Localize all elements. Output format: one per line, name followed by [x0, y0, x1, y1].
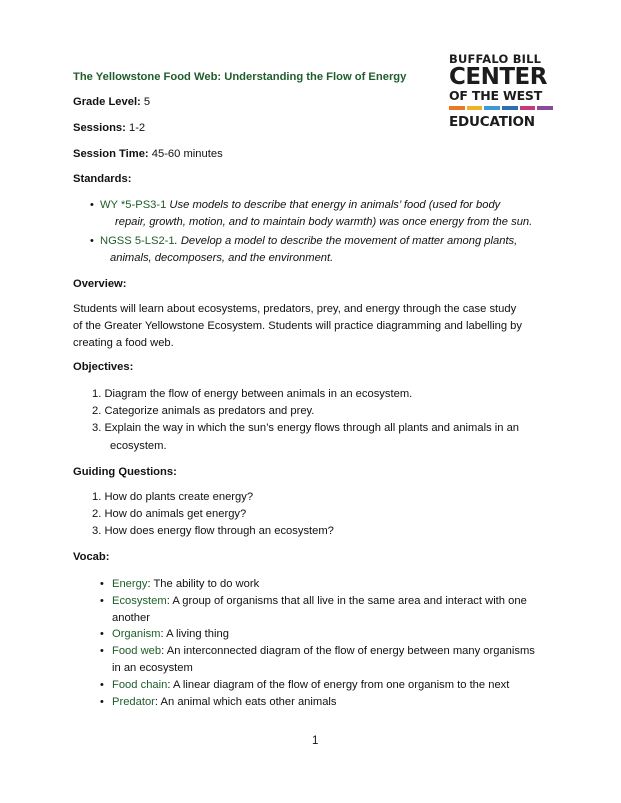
standards-heading: Standards:: [73, 173, 132, 185]
logo-line3: OF THE WEST: [449, 88, 543, 103]
logo-line4: EDUCATION: [449, 114, 535, 130]
vocab-item-ecosystem: Ecosystem: A group of organisms that all live in the same area and interact with one: [112, 595, 527, 607]
bullet-icon: •: [100, 696, 104, 708]
logo-line2: CENTER: [449, 64, 547, 90]
overview-line-3: creating a food web.: [73, 337, 174, 349]
bullet-icon: •: [100, 679, 104, 691]
standard-item-1-cont: repair, growth, motion, and to maintain body warmth) was once energy from the sun.: [115, 216, 533, 228]
buffalo-bill-center-logo: [449, 52, 553, 130]
bullet-icon: •: [100, 578, 104, 590]
vocab-item-energy: Energy: The ability to do work: [112, 578, 260, 590]
objective-item-3-cont: ecosystem.: [110, 440, 167, 452]
overview-heading: Overview:: [73, 278, 127, 290]
document-title: The Yellowstone Food Web: Understanding the Flow of Energy: [73, 71, 407, 83]
guiding-question-2: 2. How do animals get energy?: [92, 508, 247, 520]
objective-item-2: 2. Categorize animals as predators and prey.: [92, 405, 315, 417]
bullet-icon: •: [100, 645, 104, 657]
vocab-item-food-web-cont: in an ecosystem: [112, 662, 193, 674]
logo-line1: BUFFALO BILL: [449, 52, 542, 66]
guiding-questions-heading: Guiding Questions:: [73, 466, 177, 478]
bullet-icon: •: [100, 595, 104, 607]
sessions: Sessions: 1-2: [73, 122, 146, 134]
overview-line-1: Students will learn about ecosystems, predators, prey, and energy through the case study: [73, 303, 517, 315]
vocab-item-ecosystem-cont: another: [112, 612, 150, 624]
bullet-icon: •: [90, 235, 94, 247]
guiding-question-3: 3. How does energy flow through an ecosystem?: [92, 525, 334, 537]
session-time: Session Time: 45-60 minutes: [73, 148, 223, 160]
objective-item-3: 3. Explain the way in which the sun’s energy flows through all plants and animals in an: [92, 422, 520, 434]
vocab-item-food-chain: Food chain: A linear diagram of the flow of energy from one organism to the next: [112, 679, 510, 691]
logo-color-stripe: [449, 106, 553, 110]
objective-item-1: 1. Diagram the flow of energy between animals in an ecosystem.: [92, 388, 413, 400]
bullet-icon: •: [100, 628, 104, 640]
grade-level: Grade Level: 5: [73, 96, 151, 108]
standard-item-1: WY *5-PS3-1 Use models to describe that energy in animals’ food (used for body: [100, 199, 501, 211]
vocab-item-food-web: Food web: An interconnected diagram of the flow of energy between many organisms: [112, 645, 535, 657]
vocab-item-organism: Organism: A living thing: [112, 628, 229, 640]
page-number: 1: [312, 735, 319, 747]
standard-item-2: NGSS 5-LS2-1. Develop a model to describe the movement of matter among plants,: [100, 235, 518, 247]
vocab-heading: Vocab:: [73, 551, 110, 563]
vocab-item-predator: Predator: An animal which eats other animals: [112, 696, 337, 708]
objectives-heading: Objectives:: [73, 361, 134, 373]
standard-item-2-cont: animals, decomposers, and the environment.: [110, 252, 334, 264]
bullet-icon: •: [90, 199, 94, 211]
overview-line-2: of the Greater Yellowstone Ecosystem. Students will practice diagramming and labelling by: [73, 320, 522, 332]
guiding-question-1: 1. How do plants create energy?: [92, 491, 254, 503]
